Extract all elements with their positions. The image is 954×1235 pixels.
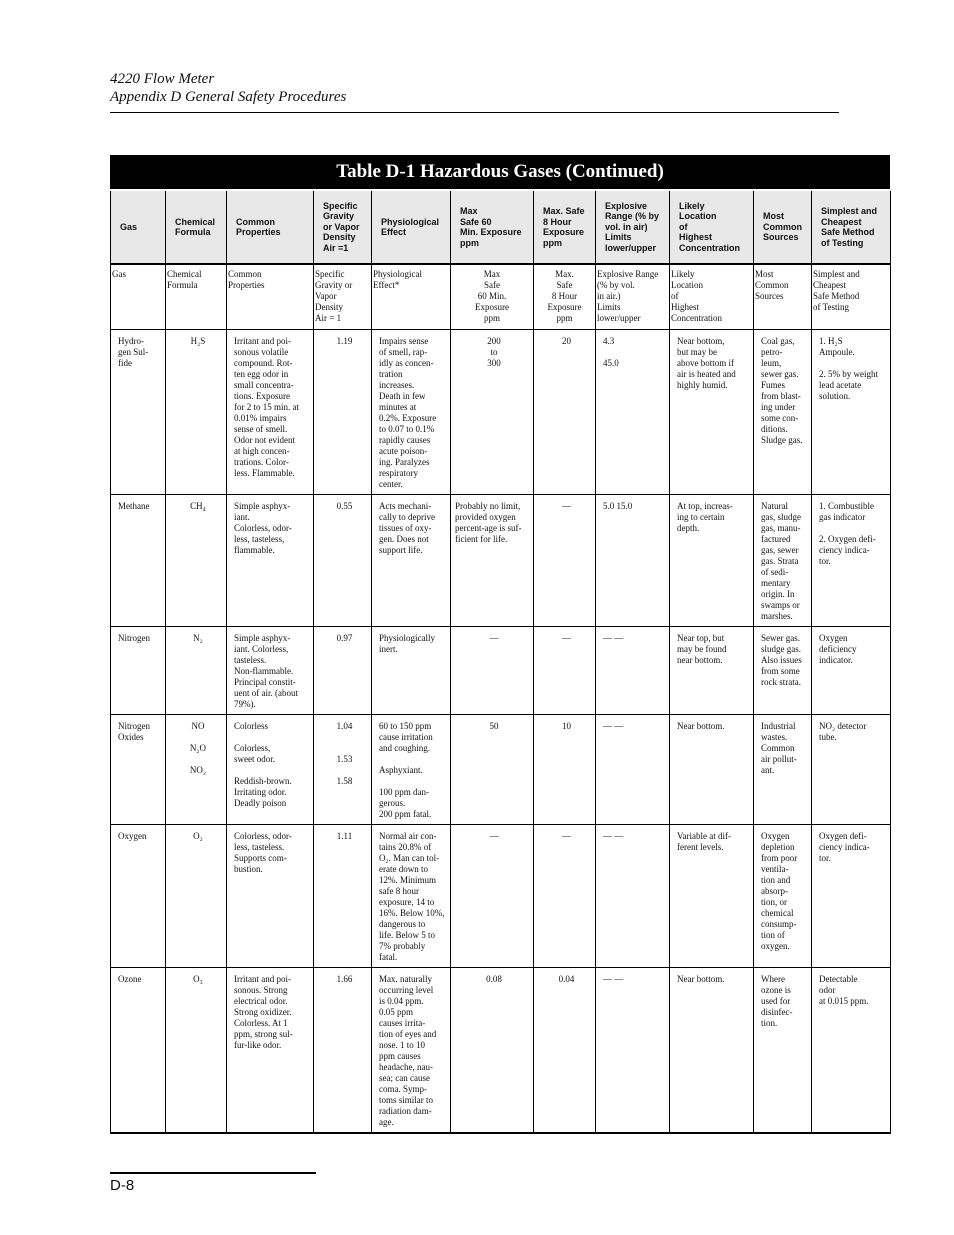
location-cell: Near bottom, but may be above bottom if air is heated and highly humid.	[670, 330, 754, 495]
max8-cell: 20	[534, 330, 596, 495]
gravity-cell: 1.19	[314, 330, 372, 495]
column-header: Gas	[111, 191, 166, 264]
page-header	[110, 70, 838, 106]
gas-cell: Nitrogen Oxides	[111, 715, 166, 825]
gas-table	[110, 191, 891, 1134]
gas-cell: Ozone	[111, 968, 166, 1134]
effect-cell: Impairs sense of smell, rap- idly as concen- tration increases. Death in few minutes at 0.2%. Exposure to 0.07 to 0.1% rapidly causes acute poison- ing. Paralyzes respiratory center.	[372, 330, 451, 495]
location-cell: Variable at dif- ferent levels.	[670, 825, 754, 968]
max8-cell: —	[534, 825, 596, 968]
testing-cell: Detectable odor at 0.015 ppm.	[812, 968, 891, 1134]
subheader-row	[111, 264, 891, 330]
column-header: Max Safe 60 Min. Exposure ppm	[451, 191, 534, 264]
table-row	[111, 495, 891, 627]
formula-cell: O₂	[166, 825, 227, 968]
effect-cell: Physiologically inert.	[372, 627, 451, 715]
max8-cell: 10	[534, 715, 596, 825]
properties-cell: Simple asphyx- iant. Colorless, tasteless. Non-flammable. Principal constit- uent of air. (about 79%).	[227, 627, 314, 715]
testing-cell: NO₂ detector tube.	[812, 715, 891, 825]
location-cell: Near bottom.	[670, 968, 754, 1134]
max60-cell: —	[451, 627, 534, 715]
max60-cell: —	[451, 825, 534, 968]
column-header: Most Common Sources	[754, 191, 812, 264]
effect-cell: Max. naturally occurring level is 0.04 ppm. 0.05 ppm causes irrita- tion of eyes and nose. 1 to 10 ppm causes headache, nau- sea; can cause coma. Symp- toms similar to radiation dam- age.	[372, 968, 451, 1134]
max8-cell: —	[534, 627, 596, 715]
subheader-cell: Simplest and Cheapest Safe Method of Testing	[812, 264, 891, 330]
effect-cell: Normal air con- tains 20.8% of O₂. Man can tol- erate down to 12%. Minimum safe 8 hour exposure, 14 to 16%. Below 10%, dangerous to life. Below 5 to 7% probably fatal.	[372, 825, 451, 968]
formula-cell: NO N₂O NO₂	[166, 715, 227, 825]
subheader-cell: Max Safe 60 Min. Exposure ppm	[451, 264, 534, 330]
subheader-cell: Physiological Effect*	[372, 264, 451, 330]
explosive-cell: — —	[596, 715, 670, 825]
column-header: Max. Safe 8 Hour Exposure ppm	[534, 191, 596, 264]
subheader-cell: Common Properties	[227, 264, 314, 330]
max60-cell: Probably no limit, provided oxygen percent-age is suf- ficient for life.	[451, 495, 534, 627]
effect-cell: Acts mechani- cally to deprive tissues of oxy- gen. Does not support life.	[372, 495, 451, 627]
gas-cell: Oxygen	[111, 825, 166, 968]
column-header: Specific Gravity or Vapor Density Air =1	[314, 191, 372, 264]
formula-cell: H₂S	[166, 330, 227, 495]
properties-cell: Colorless Colorless, sweet odor. Reddish-brown. Irritating odor. Deadly poison	[227, 715, 314, 825]
formula-cell: N₂	[166, 627, 227, 715]
explosive-cell: 5.0 15.0	[596, 495, 670, 627]
sources-cell: Natural gas, sludge gas, manu- factured gas, sewer gas. Strata of sedi- mentary origin. In swamps or marshes.	[754, 495, 812, 627]
testing-cell: Oxygen defi- ciency indica- tor.	[812, 825, 891, 968]
sources-cell: Sewer gas. sludge gas. Also issues from some rock strata.	[754, 627, 812, 715]
header-rule	[110, 112, 839, 113]
properties-cell: Simple asphyx- iant. Colorless, odor- less, tasteless, flammable.	[227, 495, 314, 627]
properties-cell: Irritant and poi- sonous volatile compound. Rot- ten egg odor in small concentra- tions. Exposure for 2 to 15 min. at 0.01% impairs sense of smell. Odor not evident at high concen- trations. Color- less. Flammable.	[227, 330, 314, 495]
gravity-cell: 1.11	[314, 825, 372, 968]
subheader-cell: Max. Safe 8 Hour Exposure ppm	[534, 264, 596, 330]
table-row	[111, 715, 891, 825]
column-header: Physiological Effect	[372, 191, 451, 264]
gravity-cell: 1.04 1.53 1.58	[314, 715, 372, 825]
table-title: Table D-1 Hazardous Gases (Continued)	[110, 155, 890, 191]
explosive-cell: — —	[596, 825, 670, 968]
header-title: 4220 Flow Meter	[110, 71, 215, 87]
testing-cell: 1. Combustible gas indicator 2. Oxygen defi- ciency indica- tor.	[812, 495, 891, 627]
location-cell: At top, increas- ing to certain depth.	[670, 495, 754, 627]
gas-cell: Methane	[111, 495, 166, 627]
page-number: D-8	[110, 1177, 135, 1194]
formula-cell: O₃	[166, 968, 227, 1134]
subheader-cell: Gas	[111, 264, 166, 330]
explosive-cell: — —	[596, 968, 670, 1134]
explosive-cell: 4.3 45.0	[596, 330, 670, 495]
column-header: Chemical Formula	[166, 191, 227, 264]
max8-cell: —	[534, 495, 596, 627]
effect-cell: 60 to 150 ppm cause irritation and coughing. Asphyxiant. 100 ppm dan- gerous. 200 ppm fatal.	[372, 715, 451, 825]
testing-cell: 1. H₂S Ampoule. 2. 5% by weight lead acetate solution.	[812, 330, 891, 495]
table-row	[111, 825, 891, 968]
gravity-cell: 0.97	[314, 627, 372, 715]
subheader-cell: Chemical Formula	[166, 264, 227, 330]
properties-cell: Irritant and poi- sonous. Strong electrical odor. Strong oxidizer. Colorless. At 1 ppm, strong sul- fur-like odor.	[227, 968, 314, 1134]
gravity-cell: 1.66	[314, 968, 372, 1134]
sources-cell: Oxygen depletion from poor ventila- tion and absorp- tion, or chemical consump- tion of oxygen.	[754, 825, 812, 968]
sources-cell: Industrial wastes. Common air pollut- ant.	[754, 715, 812, 825]
properties-cell: Colorless, odor- less, tasteless. Supports com- bustion.	[227, 825, 314, 968]
max60-cell: 200 to 300	[451, 330, 534, 495]
explosive-cell: — —	[596, 627, 670, 715]
gravity-cell: 0.55	[314, 495, 372, 627]
table-row	[111, 627, 891, 715]
sources-cell: Where ozone is used for disinfec- tion.	[754, 968, 812, 1134]
table-row	[111, 330, 891, 495]
subheader-cell: Likely Location of Highest Concentration	[670, 264, 754, 330]
formula-cell: CH₄	[166, 495, 227, 627]
subheader-cell: Most Common Sources	[754, 264, 812, 330]
column-header: Simplest and Cheapest Safe Method of Testing	[812, 191, 891, 264]
column-header: Explosive Range (% by vol. in air) Limits lower/upper	[596, 191, 670, 264]
max60-cell: 50	[451, 715, 534, 825]
location-cell: Near top, but may be found near bottom.	[670, 627, 754, 715]
header-subtitle: Appendix D General Safety Procedures	[110, 89, 347, 105]
footer-rule	[110, 1172, 316, 1174]
column-header: Common Properties	[227, 191, 314, 264]
subheader-cell: Specific Gravity or Vapor Density Air = 1	[314, 264, 372, 330]
subheader-cell: Explosive Range (% by vol. in air.) Limits lower/upper	[596, 264, 670, 330]
table-row	[111, 968, 891, 1134]
gas-cell: Hydro- gen Sul- fide	[111, 330, 166, 495]
sources-cell: Coal gas, petro- leum, sewer gas. Fumes from blast- ing under some con- ditions. Sludge gas.	[754, 330, 812, 495]
max60-cell: 0.08	[451, 968, 534, 1134]
gas-cell: Nitrogen	[111, 627, 166, 715]
max8-cell: 0.04	[534, 968, 596, 1134]
column-header-row	[111, 191, 891, 264]
column-header: Likely Location of Highest Concentration	[670, 191, 754, 264]
location-cell: Near bottom.	[670, 715, 754, 825]
hazardous-gases-table	[110, 155, 890, 1134]
testing-cell: Oxygen deficiency indicator.	[812, 627, 891, 715]
